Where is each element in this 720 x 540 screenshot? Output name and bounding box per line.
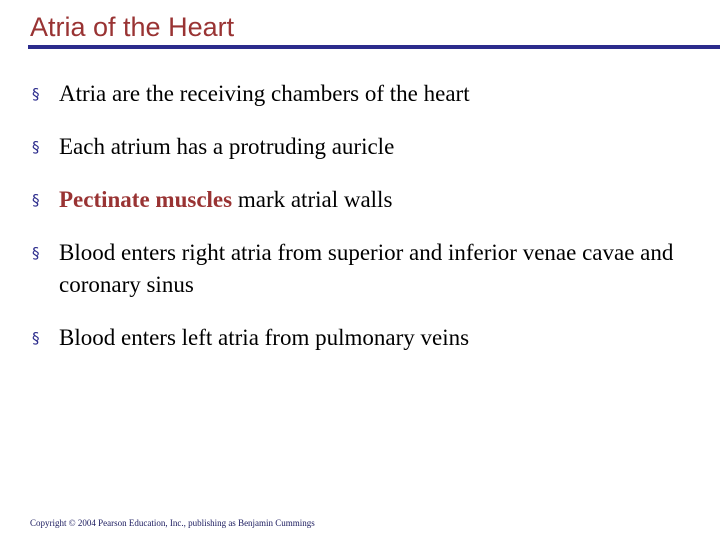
bullet-text: Atria are the receiving chambers of the heart	[59, 81, 470, 106]
bullet-marker-icon: §	[32, 138, 40, 156]
bullet-text: mark atrial walls	[232, 187, 393, 212]
copyright-footer: Copyright © 2004 Pearson Education, Inc., publishing as Benjamin Cummings	[30, 518, 315, 528]
bullet-item	[32, 131, 692, 163]
bullet-item	[32, 184, 692, 216]
title-underline	[28, 45, 720, 49]
highlighted-term: Pectinate muscles	[59, 187, 233, 212]
bullet-marker-icon: §	[32, 329, 40, 347]
bullet-text: Blood enters left atria from pulmonary veins	[59, 325, 470, 350]
bullet-marker-icon: §	[32, 85, 40, 103]
bullet-item	[32, 322, 692, 354]
slide-title: Atria of the Heart	[30, 12, 235, 42]
bullet-text: Blood enters right atria from superior and inferior venae cavae and coronary sinus	[59, 240, 674, 297]
bullet-item	[32, 78, 692, 110]
bullet-item	[32, 237, 692, 301]
bullet-marker-icon: §	[32, 244, 40, 262]
bullet-list	[32, 78, 692, 354]
bullet-text: Each atrium has a protruding auricle	[59, 134, 395, 159]
bullet-marker-icon: §	[32, 191, 40, 209]
